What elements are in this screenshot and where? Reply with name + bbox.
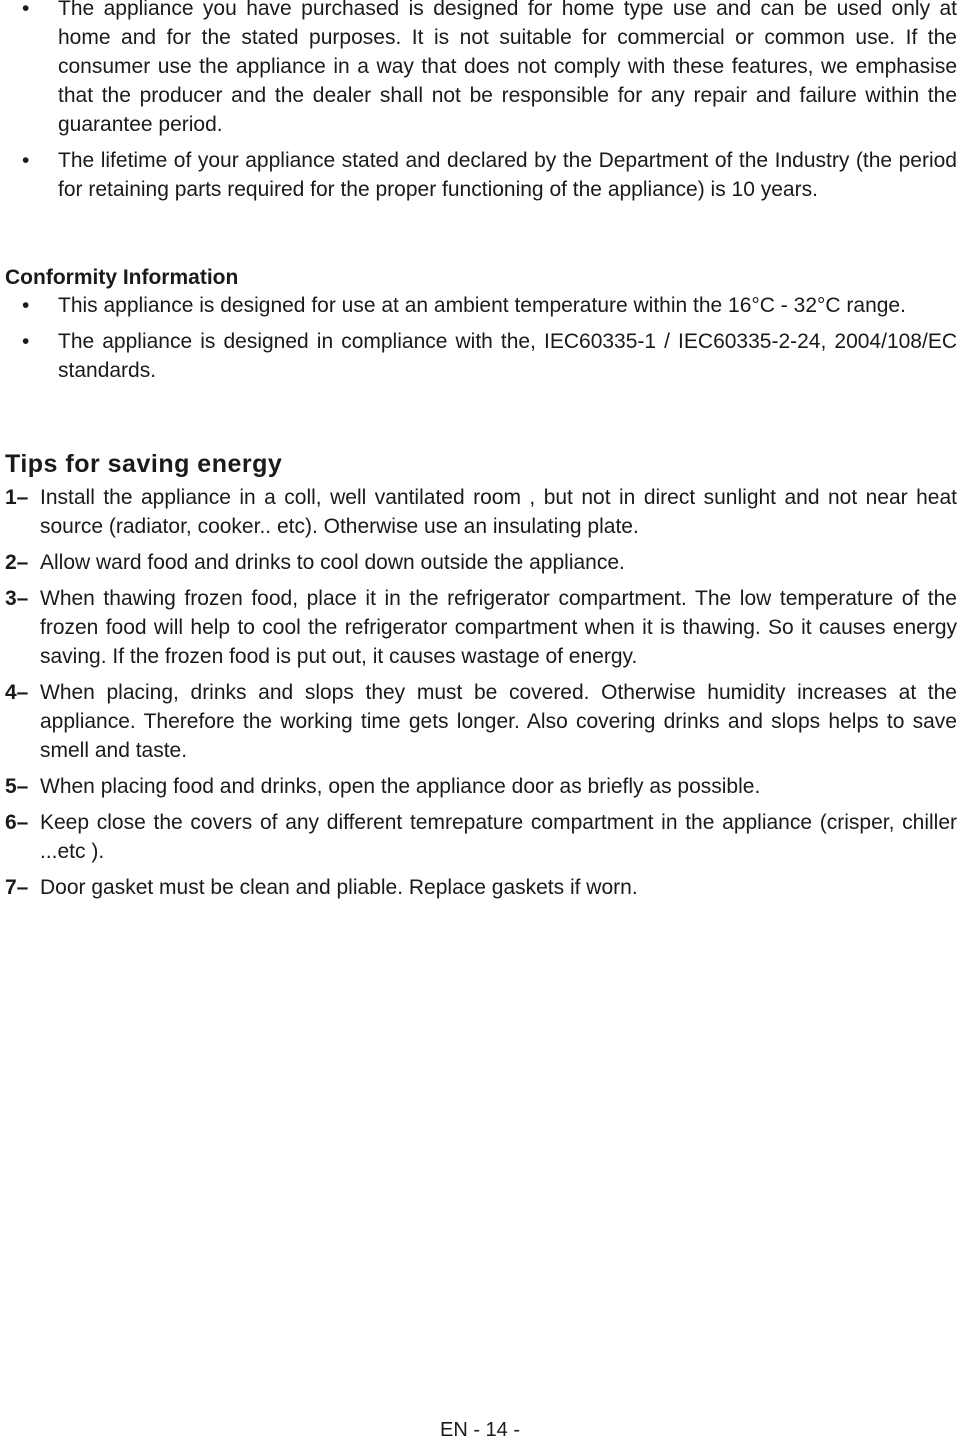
intro-bullet-usage (22, 0, 957, 139)
tip-text: When placing, drinks and slops they must be covered. Otherwise humidity increases at the appliance. Therefore the working time gets longer. Also covering drinks and slops helps to save smell and taste. (40, 681, 957, 762)
conformity-bullet-list (22, 291, 957, 392)
bullet-icon: • (22, 294, 30, 317)
bullet-icon: • (22, 149, 30, 172)
tip-item (5, 873, 957, 902)
tip-item (5, 678, 957, 765)
conformity-bullet-temperature (22, 291, 957, 320)
tip-item (5, 772, 957, 801)
tip-text: Door gasket must be clean and pliable. Replace gaskets if worn. (40, 876, 638, 899)
bullet-icon: • (22, 0, 30, 20)
page-number: EN - 14 - (439, 1419, 521, 1441)
conformity-heading: Conformity Information (5, 266, 239, 289)
tip-number: 6– (5, 811, 29, 834)
intro-bullet-text: The lifetime of your appliance stated and declared by the Department of the Industry (the period for retaining parts required for the proper functioning of the appliance) is 10 years. (58, 149, 957, 201)
tip-number: 5– (5, 775, 29, 798)
tip-number: 1– (5, 486, 29, 509)
tip-number: 4– (5, 681, 29, 704)
tip-number: 7– (5, 876, 29, 899)
tip-text: Install the appliance in a coll, well vantilated room , but not in direct sunlight and not near heat source (radiator, cooker.. etc). Otherwise use an insulating plate. (40, 486, 957, 538)
tip-text: Keep close the covers of any different temrepature compartment in the appliance (crisper, chiller ...etc ). (40, 811, 957, 863)
tip-item (5, 808, 957, 866)
conformity-bullet-text: This appliance is designed for use at an ambient temperature within the 16°C - 32°C range. (58, 294, 906, 317)
conformity-bullet-standards (22, 327, 957, 385)
tip-number: 2– (5, 551, 29, 574)
tip-item (5, 483, 957, 541)
bullet-icon: • (22, 330, 30, 353)
tip-number: 3– (5, 587, 29, 610)
tips-list (5, 483, 957, 909)
tips-heading: Tips for saving energy (5, 450, 283, 478)
tip-text: Allow ward food and drinks to cool down outside the appliance. (40, 551, 625, 574)
conformity-bullet-text: The appliance is designed in compliance with the, IEC60335-1 / IEC60335-2-24, 2004/108/EC standards. (58, 330, 957, 382)
tip-text: When thawing frozen food, place it in the refrigerator compartment. The low temperature of the frozen food will help to cool the refrigerator compartment when it is thawing. So it causes energy saving. If the frozen food is put out, it causes wastage of energy. (40, 587, 957, 668)
tip-text: When placing food and drinks, open the appliance door as briefly as possible. (40, 775, 761, 798)
tip-item (5, 584, 957, 671)
intro-bullet-lifetime (22, 146, 957, 204)
tip-item (5, 548, 957, 577)
intro-bullet-list (22, 0, 957, 211)
intro-bullet-text: The appliance you have purchased is designed for home type use and can be used only at home and for the stated purposes. It is not suitable for commercial or common use. If the consumer use the appliance in a way that does not comply with these features, we emphasise that the producer and the dealer shall not be responsible for any repair and failure within the guarantee period. (58, 0, 957, 136)
